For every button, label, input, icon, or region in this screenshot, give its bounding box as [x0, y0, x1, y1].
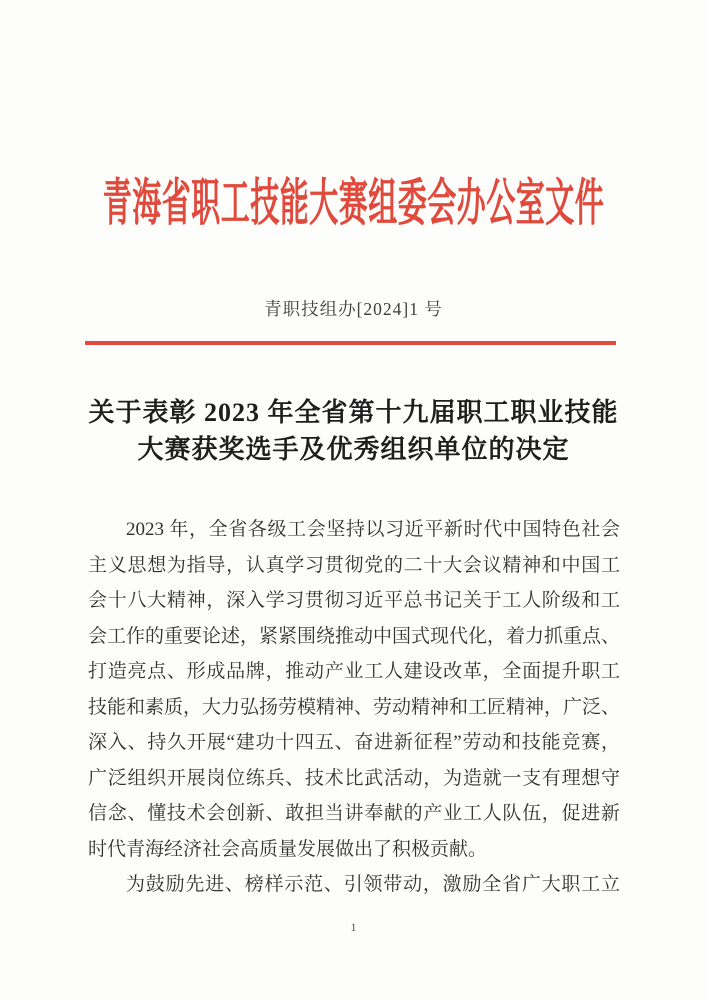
- body-text-line: 2023 年，全省各级工会坚持以习近平新时代中国特色社会: [126, 519, 620, 540]
- body-text-line: 信念、懂技术会创新、敢担当讲奉献的产业工人队伍，促进新: [88, 803, 620, 824]
- document-body: [88, 512, 620, 903]
- document-header-banner: [0, 176, 707, 242]
- body-text-line: 会工作的重要论述，紧紧围绕推动中国式现代化，着力抓重点、: [88, 625, 621, 647]
- red-divider-line: [85, 341, 616, 345]
- document-number: 青职技组办[2024]1 号: [264, 299, 443, 319]
- document-title-line1: 关于表彰 2023 年全省第十九届职工职业技能: [88, 398, 619, 427]
- document-title-line2: 大赛获奖选手及优秀组织单位的决定: [137, 435, 570, 464]
- page-number: 1: [350, 920, 357, 934]
- body-text-line: 技能和素质，大力弘扬劳模精神、劳动精神和工匠精神，广泛、: [88, 696, 621, 718]
- document-title: [40, 394, 667, 468]
- body-text-line: 为鼓励先进、榜样示范、引领带动，激励全省广大职工立: [126, 874, 620, 895]
- body-text-line: 时代青海经济社会高质量发展做出了积极贡献。: [88, 838, 488, 860]
- body-text-line: 打造亮点、形成品牌，推动产业工人建设改革，全面提升职工: [88, 661, 620, 682]
- body-text-line: 深入、持久开展“建功十四五、奋进新征程”劳动和技能竞赛，: [88, 732, 620, 753]
- body-text-line: 会十八大精神，深入学习贯彻习近平总书记关于工人阶级和工: [88, 590, 620, 611]
- org-title-text: 青海省职工技能大赛组委会办公室文件: [102, 176, 605, 232]
- body-text-line: 主义思想为指导，认真学习贯彻党的二十大会议精神和中国工: [88, 554, 620, 576]
- body-text-line: 广泛组织开展岗位练兵、技术比武活动，为造就一支有理想守: [88, 767, 620, 789]
